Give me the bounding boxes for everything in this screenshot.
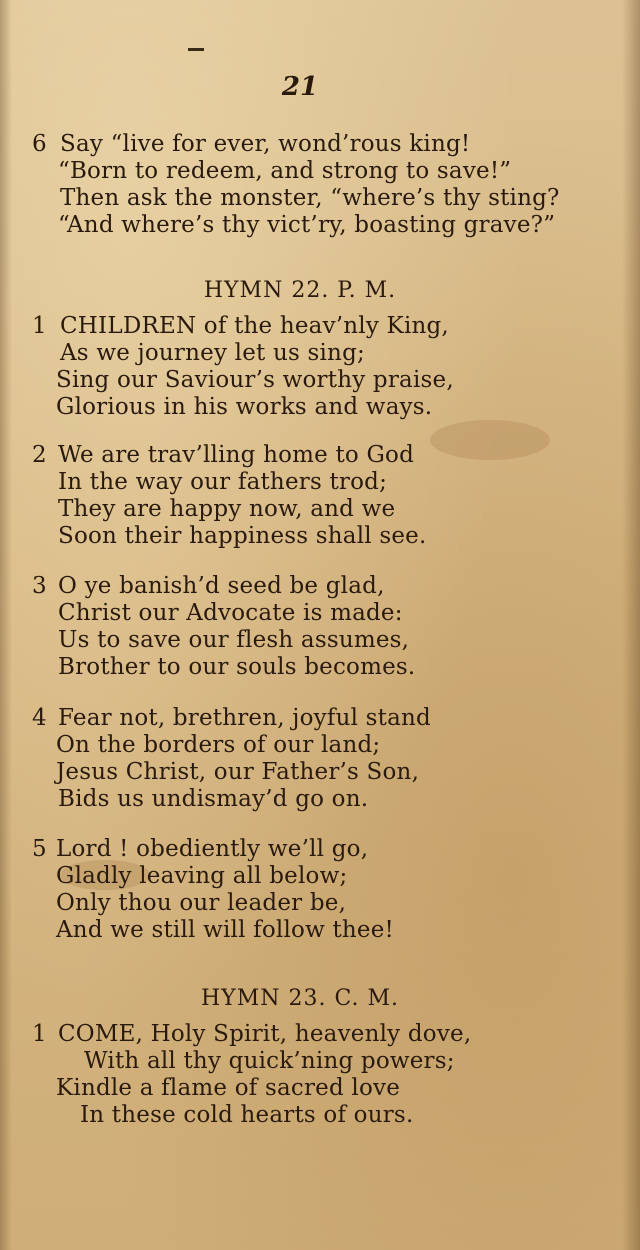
verse-line: Christ our Advocate is made:	[58, 600, 403, 626]
page-edge-right	[622, 0, 640, 1250]
verse-line: Kindle a flame of sacred love	[56, 1075, 401, 1101]
verse-number: 5	[32, 836, 47, 862]
page-number: 21	[281, 72, 319, 102]
verse-line: Glorious in his works and ways.	[56, 394, 433, 420]
verse-line: “And where’s thy vict’ry, boasting grave?”	[58, 212, 556, 238]
verse-line: On the borders of our land;	[56, 732, 381, 758]
verse-line: Lord ! obediently we’ll go,	[56, 836, 369, 862]
hymn-heading: HYMN 22. P. M.	[203, 278, 397, 303]
hymn-heading: HYMN 23. C. M.	[200, 986, 399, 1011]
verse-line: With all thy quick’ning powers;	[84, 1048, 455, 1074]
verse-line: Bids us undismay’d go on.	[58, 786, 369, 812]
verse-number: 2	[32, 442, 47, 468]
verse-number: 1	[32, 1021, 47, 1047]
verse-line: Brother to our souls becomes.	[58, 654, 416, 680]
verse-line: Gladly leaving all below;	[56, 863, 348, 889]
verse-line: Fear not, brethren, joyful stand	[58, 705, 431, 731]
verse-line: Say “live for ever, wond’rous king!	[60, 131, 471, 157]
paper-stain	[430, 420, 550, 460]
ink-mark	[188, 48, 204, 51]
verse-line: COME, Holy Spirit, heavenly dove,	[58, 1021, 472, 1047]
verse-line: Soon their happiness shall see.	[58, 523, 427, 549]
verse-line: Sing our Saviour’s worthy praise,	[56, 367, 454, 393]
verse-line: Then ask the monster, “where’s thy sting?	[60, 185, 560, 211]
verse-line: CHILDREN of the heav’nly King,	[60, 313, 449, 339]
verse-line: Jesus Christ, our Father’s Son,	[56, 759, 420, 785]
verse-line: In these cold hearts of ours.	[80, 1102, 414, 1128]
verse-line: Us to save our flesh assumes,	[58, 627, 410, 653]
verse-number: 4	[32, 705, 47, 731]
verse-number: 6	[32, 131, 47, 157]
verse-line: Only thou our leader be,	[56, 890, 347, 916]
verse-line: In the way our fathers trod;	[58, 469, 388, 495]
verse-line: They are happy now, and we	[58, 496, 396, 522]
verse-line: O ye banish’d seed be glad,	[58, 573, 385, 599]
verse-line: As we journey let us sing;	[60, 340, 365, 366]
verse-number: 1	[32, 313, 47, 339]
page-edge-left	[0, 0, 12, 1250]
verse-number: 3	[32, 573, 47, 599]
verse-line: And we still will follow thee!	[56, 917, 394, 943]
verse-line: We are trav’lling home to God	[58, 442, 415, 468]
verse-line: “Born to redeem, and strong to save!”	[58, 158, 512, 184]
